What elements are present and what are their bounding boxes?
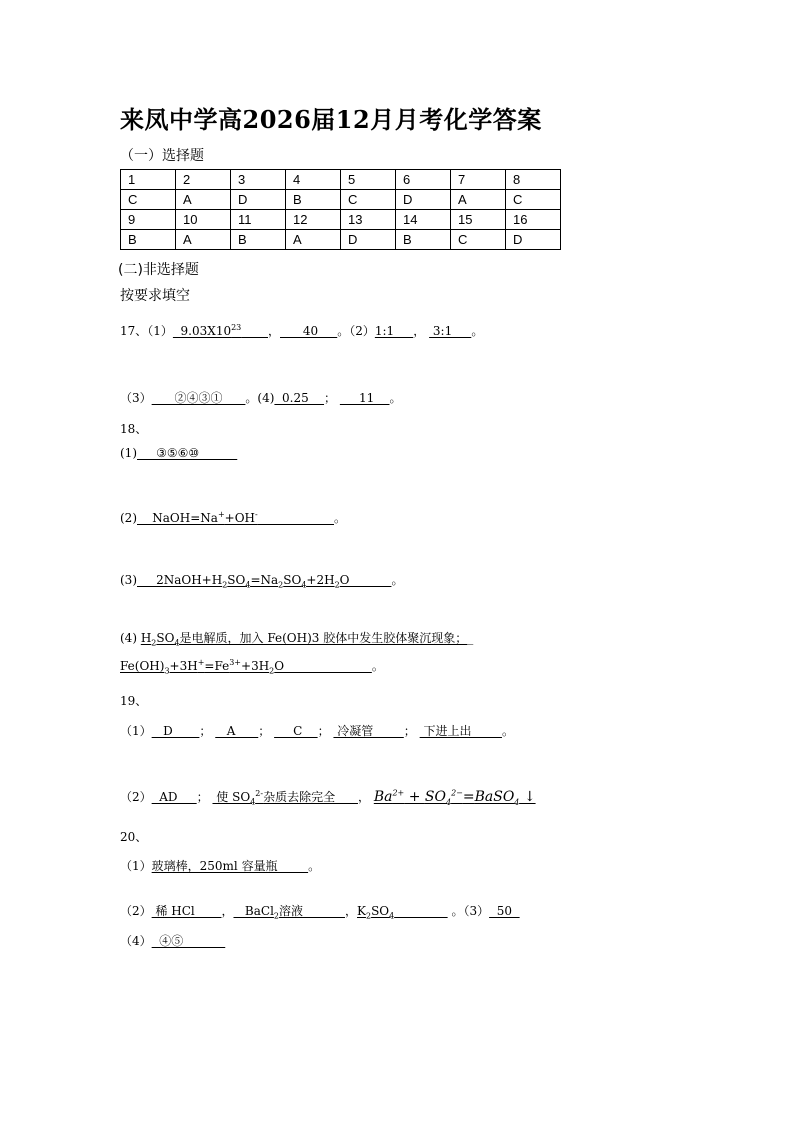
q17-line-2: （3） ②④③① 。(4) 0.25 ； 11 。: [120, 391, 402, 405]
table-cell: D: [506, 230, 561, 250]
table-cell: 5: [341, 170, 396, 190]
q19-answer-4: 冷凝管: [333, 724, 404, 738]
q19-line-1: （1） D ； A ； C ； 冷凝管 ； 下进上出 。: [120, 724, 514, 738]
q20-answer-2: 稀 HCl: [151, 904, 222, 918]
q18-number: 18、: [120, 422, 148, 436]
q20-line-1: （1）玻璃棒，250ml 容量瓶 。: [120, 859, 321, 873]
q18-answer-4b: $Fe(OH)_3+3H^+=Fe^{3+}+3H_2O$: [120, 658, 372, 676]
table-row: [121, 170, 561, 190]
q17-line-1: 17、（1） $9.03X10^{23}$ ， 40 。（2）1:1 ， 3:1 。: [120, 323, 484, 338]
table-cell: D: [341, 230, 396, 250]
q19-answer-2: A: [215, 724, 259, 738]
q20-line-2: （2） 稀 HCl ， BaCl$_2$溶液 ，$K_2SO_4$ 。（3） 50: [120, 904, 520, 921]
q20-answer-1: 玻璃棒，250ml 容量瓶: [151, 859, 309, 873]
q17-answer-3: 1:1: [374, 324, 414, 338]
q20-number: 20、: [120, 830, 148, 844]
q17-answer-1: $9.03X10^{23}$: [172, 323, 242, 338]
q17-answer-5: ②④③①: [151, 391, 246, 405]
table-cell: B: [396, 230, 451, 250]
page-title: 来凤中学高2026届12月月考化学答案: [120, 105, 542, 134]
table-cell: 2: [176, 170, 231, 190]
section-nonchoice-heading: (二)非选择题: [118, 262, 199, 278]
table-cell: 16: [506, 210, 561, 230]
table-cell: 7: [451, 170, 506, 190]
q19-answer-5: 下进上出: [419, 724, 502, 738]
table-cell: 1: [121, 170, 176, 190]
q20-answer-5: 50: [489, 904, 520, 918]
q18-answer-1: ③⑤⑥⑩: [137, 446, 238, 460]
q18-line-3: (3) $2NaOH+H_2SO_4=Na_2SO_4+2H_2O$ 。: [120, 573, 404, 590]
q18-answer-3: $2NaOH+H_2SO_4=Na_2SO_4+2H_2O$: [137, 573, 392, 590]
table-cell: 9: [121, 210, 176, 230]
q18-line-1: (1) ③⑤⑥⑩: [120, 446, 238, 460]
table-cell: B: [231, 230, 286, 250]
instruction-text: 按要求填空: [120, 288, 190, 304]
table-row: [121, 210, 561, 230]
table-cell: 15: [451, 210, 506, 230]
table-cell: 11: [231, 210, 286, 230]
q20-line-3: （4） ④⑤: [120, 934, 226, 948]
table-cell: 14: [396, 210, 451, 230]
table-cell: A: [176, 230, 231, 250]
table-cell: 8: [506, 170, 561, 190]
table-cell: D: [231, 190, 286, 210]
q19-answer-3: C: [274, 724, 318, 738]
q20-answer-6: ④⑤: [151, 934, 226, 948]
q20-answer-3: BaCl$_2$溶液: [233, 904, 345, 921]
table-cell: 6: [396, 170, 451, 190]
q19-answer-1: D: [151, 724, 200, 738]
q19-line-2: （2） AD ； 使 $SO_4^{2-}$杂质去除完全 ， $Ba^{2+}$ + $SO_4^{2-}=BaSO_4$ ↓: [120, 788, 536, 807]
q19-number: 19、: [120, 694, 148, 708]
q17-number: 17、: [120, 324, 148, 338]
table-cell: C: [451, 230, 506, 250]
table-cell: A: [286, 230, 341, 250]
table-row: [121, 230, 561, 250]
table-cell: 13: [341, 210, 396, 230]
q18-answer-2: NaOH=Na++OH-: [137, 510, 258, 525]
table-cell: A: [451, 190, 506, 210]
table-cell: C: [341, 190, 396, 210]
q19-ionic-equation: $Ba^{2+}$ + $SO_4^{2-}=BaSO_4$ ↓: [373, 788, 536, 807]
table-cell: 3: [231, 170, 286, 190]
table-cell: 4: [286, 170, 341, 190]
table-cell: A: [176, 190, 231, 210]
q18-line-4: (4) $H_2SO_4$是电解质，加入 Fe(OH)3 胶体中发生胶体聚沉现象；_: [120, 631, 474, 648]
q17-answer-2: 40: [280, 324, 338, 338]
q19-answer-7: 使 $SO_4^{2-}$杂质去除完全: [212, 789, 358, 807]
q17-answer-7: 11: [339, 391, 390, 405]
q17-answer-4: 3:1: [429, 324, 472, 338]
q18-line-5: $Fe(OH)_3+3H^+=Fe^{3+}+3H_2O$ 。: [120, 658, 384, 676]
table-cell: B: [121, 230, 176, 250]
table-cell: C: [121, 190, 176, 210]
q19-answer-6: AD: [151, 790, 197, 804]
table-cell: 10: [176, 210, 231, 230]
q18-line-2: (2) NaOH=Na++OH- 。: [120, 510, 347, 525]
table-cell: B: [286, 190, 341, 210]
q20-answer-4: $K_2SO_4$: [357, 904, 395, 921]
table-row: [121, 190, 561, 210]
section-choice-heading: （一）选择题: [120, 148, 204, 164]
q18-answer-4a: $H_2SO_4$是电解质，加入 Fe(OH)3 胶体中发生胶体聚沉现象；: [140, 631, 468, 648]
q17-answer-6: 0.25: [274, 391, 325, 405]
table-cell: D: [396, 190, 451, 210]
table-cell: 12: [286, 210, 341, 230]
choice-answer-table: [120, 169, 561, 250]
table-cell: C: [506, 190, 561, 210]
